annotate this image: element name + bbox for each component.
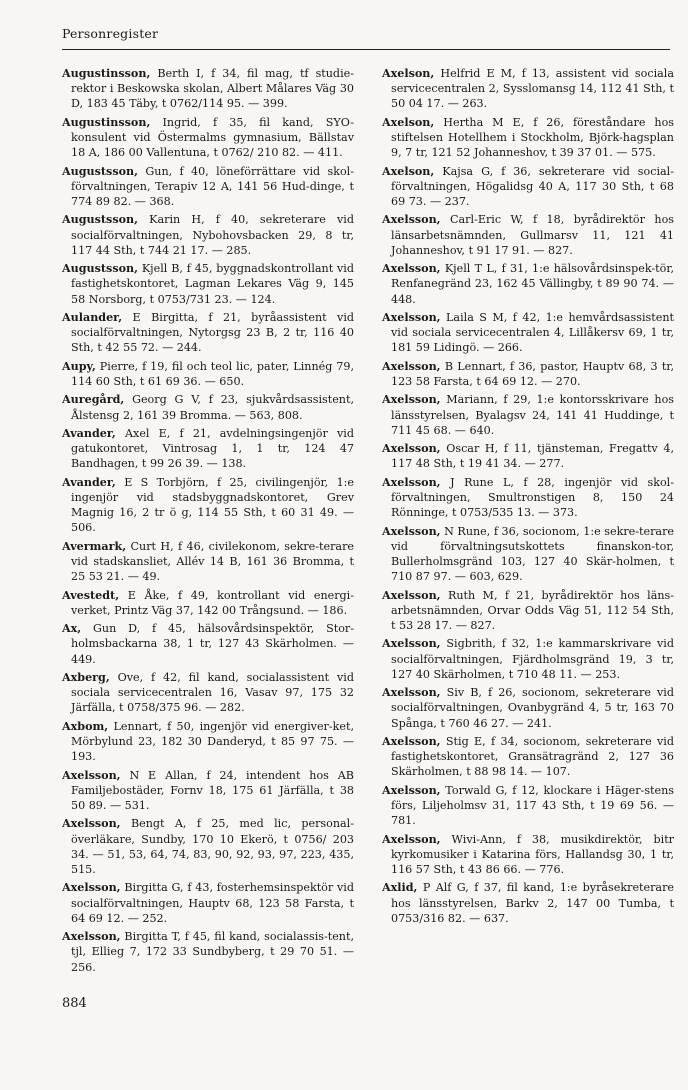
register-entry <box>62 670 354 716</box>
entry-surname: Axelsson, <box>62 768 121 782</box>
register-entry <box>382 310 674 356</box>
register-entry <box>62 588 354 618</box>
entry-surname: Aupy, <box>62 359 96 373</box>
entry-details: Pierre, f 19, fil och teol lic, pater, Linnég 79, 114 60 Sth, t 61 69 36. — 650. <box>71 359 354 388</box>
entry-details: P Alf G, f 37, fil kand, 1:e byråsekreterare hos länsstyrelsen, Barkv 2, 147 00 Tumba, t 0753/316 82. — 637. <box>391 881 674 925</box>
entry-details: Axel E, f 21, avdelningsingenjör vid gatukontoret, Vintrosag 1, 1 tr, 124 47 Bandhagen, t 99 26 39. — 138. <box>71 426 354 471</box>
entry-details: Gun, f 40, löneförrättare vid skol-förvaltningen, Terapiv 12 A, 141 56 Hud-dinge, t 774 89 82. — 368. <box>71 164 354 208</box>
header-rule <box>62 49 670 50</box>
entry-surname: Axlid, <box>382 881 418 895</box>
entry-surname: Axelsson, <box>382 588 441 602</box>
entry-surname: Avander, <box>62 475 116 489</box>
entry-surname: Axelsson, <box>382 637 441 651</box>
entry-details: Kjell B, f 45, byggnadskontrollant vid fastighetskontoret, Lagman Lekares Väg 9, 145 58 Norsborg, t 0753/731 23. — 124. <box>71 262 354 306</box>
register-entry <box>62 359 354 389</box>
entry-details: Birgitta G, f 43, fosterhemsinspektör vid socialförvaltningen, Hauptv 68, 123 58 Farsta, t 64 69 12. — 252. <box>71 881 354 925</box>
register-entry <box>382 441 674 471</box>
entry-surname: Ax, <box>62 622 82 636</box>
entry-surname: Axelsson, <box>382 832 441 846</box>
entry-details: Curt H, f 46, civilekonom, sekre-terare vid stadskansliet, Allév 14 B, 161 36 Bromma, t 25 53 21. — 49. <box>71 539 354 584</box>
entry-surname: Axelsson, <box>382 213 441 227</box>
entry-details: N Rune, f 36, socionom, 1:e sekre-terare vid förvaltningsutskottets finanskon-tor, Bullerholmsgränd 103, 127 40 Skär-holmen, t 710 87 97. — 603, 629. <box>391 524 674 584</box>
entry-details: Siv B, f 26, socionom, sekreterare vid socialförvaltningen, Ovanbygränd 4, 5 tr, 163 70 Spånga, t 760 46 27. — 241. <box>391 686 674 730</box>
entry-details: J Rune L, f 28, ingenjör vid skol-förvaltningen, Smultronstigen 8, 150 24 Rönninge, t 0753/535 13. — 373. <box>391 475 674 520</box>
entry-surname: Axberg, <box>62 670 110 684</box>
entry-surname: Augustinsson, <box>62 115 151 129</box>
entry-surname: Axelson, <box>382 67 435 80</box>
register-entry <box>62 426 354 472</box>
entry-surname: Axelsson, <box>382 393 441 407</box>
entry-surname: Axelsson, <box>62 817 121 831</box>
register-entry <box>382 588 674 634</box>
register-entry <box>62 929 354 975</box>
entry-surname: Axbom, <box>62 719 109 733</box>
entry-details: N E Allan, f 24, intendent hos AB Familjebostäder, Fornv 18, 175 61 Järfälla, t 38 50 89. — 531. <box>71 768 354 812</box>
entry-details: E Åke, f 49, kontrollant vid energi-verket, Printz Väg 37, 142 00 Trångsund. — 186. <box>71 588 354 617</box>
register-entry <box>382 524 674 585</box>
right-column <box>382 66 674 929</box>
entry-details: Gun D, f 45, hälsovårdsinspektör, Stor-holmsbackarna 38, 1 tr, 127 43 Skärholmen. — 449. <box>71 622 355 666</box>
entry-surname: Augustsson, <box>62 213 139 227</box>
entry-surname: Augustsson, <box>62 262 139 276</box>
entry-details: B Lennart, f 36, pastor, Hauptv 68, 3 tr, 123 58 Farsta, t 64 69 12. — 270. <box>391 359 674 388</box>
register-entry <box>382 685 674 731</box>
entry-surname: Avermark, <box>62 539 127 553</box>
register-entry <box>62 539 354 585</box>
entry-surname: Aulander, <box>62 310 123 324</box>
register-entry <box>62 261 354 307</box>
entry-details: Bengt A, f 25, med lic, personal-överläkare, Sundby, 170 10 Ekerö, t 0756/ 203 34. — 51, 53, 64, 74, 83, 90, 92, 93, 97, 223, 435, 515. <box>71 817 354 876</box>
register-entry <box>382 66 674 112</box>
register-entry <box>62 212 354 258</box>
entry-surname: Axelson, <box>382 115 435 129</box>
entry-surname: Axelsson, <box>62 930 121 944</box>
entry-details: Berth I, f 34, fil mag, tf studie-rektor i Beskowska skolan, Albert Målares Väg 30 D, 183 45 Täby, t 0762/114 95. — 399. <box>71 67 354 111</box>
entry-surname: Augustsson, <box>62 164 139 178</box>
entry-details: Birgitta T, f 45, fil kand, socialassis-tent, tjl, Ellieg 7, 172 33 Sundbyberg, t 29 70 51. — 256. <box>71 930 354 974</box>
register-entry <box>382 164 674 210</box>
register-entry <box>62 475 354 536</box>
entry-surname: Auregård, <box>62 393 125 407</box>
entry-details: Laila S M, f 42, 1:e hemvårdsassistent vid sociala servicecentralen 4, Lillåkersv 69, 1 tr, 181 59 Lidingö. — 266. <box>391 310 674 355</box>
register-entry <box>62 66 354 112</box>
register-entry <box>382 783 674 829</box>
register-entry <box>62 880 354 926</box>
entry-details: E S Torbjörn, f 25, civilingenjör, 1:e ingenjör vid stadsbyggnadskontoret, Grev Magnig 16, 2 tr ö g, 114 55 Sth, t 60 31 49. — 506. <box>71 475 354 535</box>
entry-details: Wivi-Ann, f 38, musikdirektör, bitr kyrkomusiker i Katarina förs, Hallandsg 30, 1 tr, 116 57 Sth, t 43 86 66. — 776. <box>391 832 674 876</box>
register-entry <box>62 392 354 422</box>
register-entry <box>382 261 674 307</box>
entry-details: Ove, f 42, fil kand, socialassistent vid sociala servicecentralen 16, Vasav 97, 175 32 Järfälla, t 0758/375 96. — 282. <box>71 670 354 715</box>
register-entry <box>62 115 354 161</box>
entry-surname: Axelsson, <box>382 686 441 700</box>
entry-details: Carl-Eric W, f 18, byrådirektör hos länsarbetsnämnden, Gullmarsv 11, 121 41 Johanneshov, t 91 17 91. — 827. <box>391 213 674 257</box>
running-header: Personregister <box>62 26 159 41</box>
entry-details: Georg G V, f 23, sjukvårdsassistent, Ålstensg 2, 161 39 Bromma. — 563, 808. <box>71 393 354 422</box>
entry-details: Karin H, f 40, sekreterare vid socialförvaltningen, Nybohovsbacken 29, 8 tr, 117 44 Sth, t 744 21 17. — 285. <box>71 213 354 257</box>
entry-surname: Axelsson, <box>382 442 441 456</box>
entry-details: Ingrid, f 35, fil kand, SYO-konsulent vid Östermalms gymnasium, Bällstav 18 A, 186 00 Vallentuna, t 0762/ 210 82. — 411. <box>71 115 354 160</box>
entry-surname: Axelsson, <box>382 262 441 276</box>
entry-surname: Axelsson, <box>382 359 441 373</box>
register-entry <box>382 212 674 258</box>
register-entry <box>62 816 354 877</box>
register-entry <box>382 392 674 438</box>
entry-surname: Axelsson, <box>382 783 441 797</box>
entry-details: Stig E, f 34, socionom, sekreterare vid fastighetskontoret, Gransätragränd 2, 127 36 Skärholmen, t 88 98 14. — 107. <box>391 734 674 779</box>
entry-surname: Axelsson, <box>382 475 441 489</box>
register-entry <box>382 636 674 682</box>
entry-details: Sigbrith, f 32, 1:e kammarskrivare vid socialförvaltningen, Fjärdholmsgränd 19, 3 tr, 127 40 Skärholmen, t 710 48 11. — 253. <box>391 637 674 681</box>
entry-details: Lennart, f 50, ingenjör vid energiver-ket, Mörbylund 23, 182 30 Danderyd, t 85 97 75. — 193. <box>71 719 354 764</box>
entry-details: Mariann, f 29, 1:e kontorsskrivare hos länsstyrelsen, Byalagsv 24, 141 41 Huddinge, t 711 45 68. — 640. <box>391 393 674 437</box>
left-column <box>62 66 354 978</box>
register-entry <box>382 475 674 521</box>
register-entry <box>62 164 354 210</box>
entry-details: Kjell T L, f 31, 1:e hälsovårdsinspek-tör, Renfanegränd 23, 162 45 Vällingby, t 89 90 74. — 448. <box>391 262 674 306</box>
entry-details: E Birgitta, f 21, byråassistent vid socialförvaltningen, Nytorgsg 23 B, 2 tr, 116 40 Sth, t 42 55 72. — 244. <box>71 310 355 355</box>
entry-surname: Axelsson, <box>382 734 441 748</box>
entry-surname: Axelsson, <box>382 524 441 538</box>
entry-surname: Augustinsson, <box>62 67 151 80</box>
register-entry <box>382 734 674 780</box>
entry-surname: Avestedt, <box>62 588 120 602</box>
register-entry <box>62 310 354 356</box>
entry-details: Ruth M, f 21, byrådirektör hos läns-arbetsnämnden, Orvar Odds Väg 51, 112 54 Sth, t 53 28 17. — 827. <box>391 588 674 632</box>
entry-details: Helfrid E M, f 13, assistent vid sociala servicecentralen 2, Sysslomansg 14, 112 41 Sth, t 50 04 17. — 263. <box>391 67 674 111</box>
register-entry <box>62 621 354 667</box>
entry-details: Torwald G, f 12, klockare i Häger-stens förs, Liljeholmsv 31, 117 43 Sth, t 19 69 56. — 781. <box>391 783 674 828</box>
register-entry <box>62 719 354 765</box>
page-number: 884 <box>62 996 87 1011</box>
register-entry <box>382 832 674 878</box>
register-entry <box>62 768 354 814</box>
register-entry <box>382 880 674 926</box>
entry-details: Kajsa G, f 36, sekreterare vid social-förvaltningen, Högalidsg 40 A, 117 30 Sth, t 68 69 73. — 237. <box>391 164 675 208</box>
entry-surname: Axelsson, <box>62 881 121 895</box>
register-entry <box>382 115 674 161</box>
register-entry <box>382 359 674 389</box>
entry-details: Oscar H, f 11, tjänsteman, Fregattv 4, 117 48 Sth, t 19 41 34. — 277. <box>391 442 674 471</box>
entry-details: Hertha M E, f 26, föreståndare hos stiftelsen Hotellhem i Stockholm, Björk-hagsplan 9, 7 tr, 121 52 Johanneshov, t 39 37 01. — 575. <box>391 115 675 160</box>
entry-surname: Axelson, <box>382 164 435 178</box>
entry-surname: Avander, <box>62 426 116 440</box>
entry-surname: Axelsson, <box>382 310 441 324</box>
